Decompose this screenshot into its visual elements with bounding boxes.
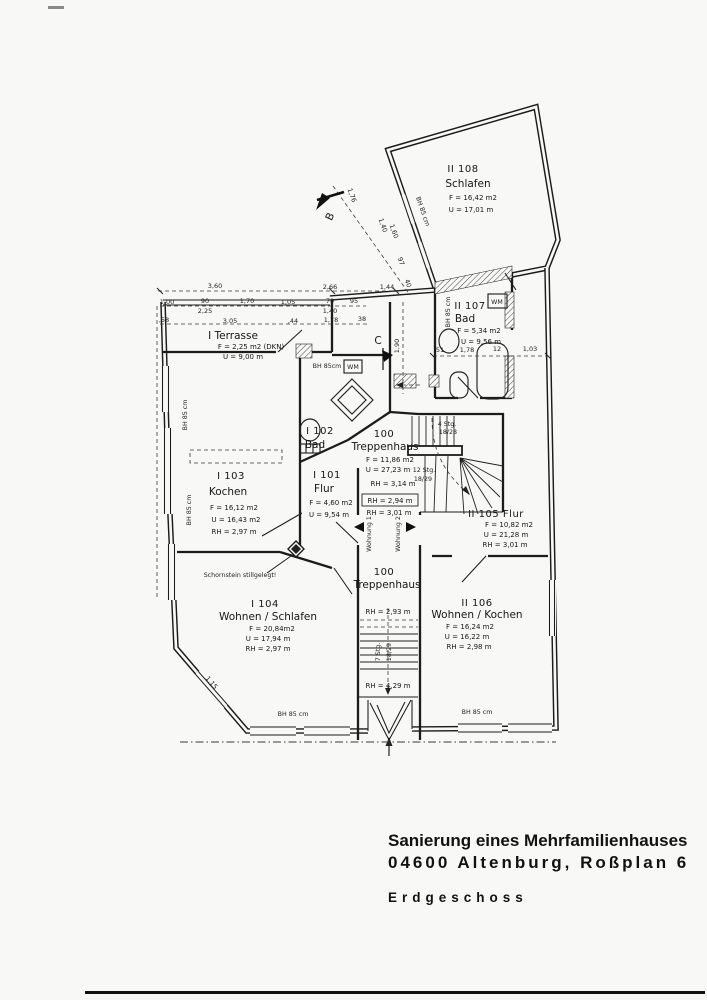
- terrasse-id: I Terrasse: [208, 330, 258, 342]
- room-101-area: F = 4,60 m2: [309, 499, 353, 507]
- room-107-id: II 107: [454, 301, 486, 312]
- room-102-id: I 102: [306, 426, 334, 437]
- dim-1-78: 1,78: [323, 316, 339, 324]
- dim-3-05: 3,05: [222, 317, 238, 325]
- sill-height-left-2: BH 85 cm: [186, 494, 193, 526]
- dim-3-60: 3,60: [207, 282, 223, 290]
- room-105-height: RH = 3,01 m: [482, 541, 528, 549]
- dim-58: ,58: [158, 316, 170, 324]
- room-103-area: F = 16,12 m2: [210, 504, 258, 512]
- sill-height-107: BH 85 cm: [445, 296, 452, 328]
- room-100-perimeter: U = 27,23 m: [365, 466, 411, 474]
- project-title: Sanierung eines Mehrfamilienhauses: [388, 831, 688, 850]
- sill-height-left-1: BH 85 cm: [182, 399, 189, 431]
- dim-1-15: 1,15: [203, 674, 220, 691]
- room-107-area: F = 5,34 m2: [457, 327, 501, 335]
- window-right-1: [547, 580, 556, 636]
- room-105-perimeter: U = 21,28 m: [483, 531, 529, 539]
- project-address: 04600 Altenburg, Roßplan 6: [388, 853, 690, 872]
- stair-4stg-rise: 18/28: [438, 429, 458, 436]
- window-bottom-4: [508, 722, 552, 734]
- dim-1-00: 1,00: [159, 298, 175, 306]
- window-left-1: [160, 366, 171, 412]
- room-100b-height2: RH = 4,29 m: [365, 682, 411, 690]
- stair-12stg-rise: 18/29: [413, 476, 433, 483]
- dim-97: 97: [395, 256, 407, 267]
- shower-102: [331, 379, 373, 421]
- dim-12: 12: [492, 345, 502, 353]
- sill-height-bottom-2: BH 85 cm: [461, 709, 493, 716]
- room-103-perimeter: U = 16,43 m2: [211, 516, 261, 524]
- wohnung1-label: Wohnung 1: [366, 516, 373, 552]
- room-103-height: RH = 2,97 m: [211, 528, 257, 536]
- dim-1-44: 1,44: [379, 283, 395, 291]
- stair-7stg-label: 7 Stg.: [375, 642, 382, 662]
- stair-12stg-label: 12 Stg.: [412, 467, 436, 474]
- window-bottom-2: [304, 725, 350, 737]
- room-100-id: 100: [373, 429, 395, 440]
- dim-44: ,44: [287, 317, 299, 325]
- dim-1-60: 1,60: [387, 223, 401, 240]
- stair-7stg-rise: 18/29: [386, 642, 393, 662]
- kitchen-counter: [190, 450, 282, 463]
- room-106-name: Wohnen / Kochen: [431, 609, 523, 621]
- room-108-id: II 108: [447, 164, 479, 175]
- terrasse-perimeter: U = 9,00 m: [222, 353, 264, 361]
- sill-height-bottom-1: BH 85 cm: [277, 711, 309, 718]
- room-100b-id: 100: [373, 567, 395, 578]
- window-wing-2: [418, 242, 431, 269]
- dim-90: 90: [200, 297, 210, 305]
- room-106-id: II 106: [461, 598, 493, 609]
- room-101-name: Flur: [314, 483, 334, 495]
- room-108-perimeter: U = 17,01 m: [448, 206, 494, 214]
- scan-artifact-mark: [48, 6, 64, 9]
- section-b-label: B: [323, 210, 338, 223]
- dim-95: 95: [349, 297, 359, 305]
- window-bottom-3: [458, 722, 502, 734]
- dim-40: 40: [402, 278, 414, 289]
- washing-machine-107-label: WM: [491, 299, 503, 306]
- dim-1-70: 1,70: [239, 297, 255, 305]
- wohnung2-label: Wohnung 2: [395, 516, 402, 552]
- window-bottom-1: [250, 725, 296, 737]
- page-bottom-rule: [85, 991, 705, 994]
- stair-walkline-arrow: [462, 486, 470, 495]
- room-102-name: Bad: [304, 439, 326, 451]
- room-104-name: Wohnen / Schlafen: [218, 611, 318, 623]
- room-107-name: Bad: [454, 313, 476, 325]
- room-100b-height1: RH = 2,93 m: [365, 608, 411, 616]
- dim-70: 70: [325, 297, 335, 305]
- entrance-door: [370, 700, 411, 756]
- room-100-area: F = 11,86 m2: [366, 456, 414, 464]
- room-108-area: F = 16,42 m2: [449, 194, 497, 202]
- sill-height-wing: BH 85 cm: [414, 195, 431, 228]
- dim-51: 51: [435, 346, 445, 354]
- wohnung2-arrow: [406, 522, 416, 532]
- dim-1-40: 1,40: [322, 307, 338, 315]
- section-marker-b: [316, 192, 344, 210]
- washing-machine-102-label: WM: [347, 364, 359, 371]
- room-101-id: I 101: [313, 470, 341, 481]
- chimney-note: Schornstein stillgelegt!: [203, 572, 277, 579]
- dim-38: 38: [357, 315, 367, 323]
- window-wing-1: [401, 194, 415, 224]
- room-103-name: Kochen: [208, 486, 248, 498]
- room-labels: [208, 164, 533, 690]
- room-100-height2: RH = 2,94 m: [367, 497, 413, 505]
- room-103-id: I 103: [217, 471, 245, 482]
- room-104-id: I 104: [251, 599, 279, 610]
- room-101-perimeter: U = 9,54 m: [308, 511, 350, 519]
- room-106-area: F = 16,24 m2: [446, 623, 494, 631]
- room-106-height: RH = 2,98 m: [446, 643, 492, 651]
- room-100b-name: Treppenhaus: [353, 579, 421, 591]
- title-block: [388, 830, 689, 905]
- room-108-name: Schlafen: [445, 178, 491, 190]
- room-105-area: F = 10,82 m2: [485, 521, 533, 529]
- room-104-area: F = 20,84m2: [249, 625, 295, 633]
- dim-1-90: 1,90: [393, 338, 401, 354]
- window-left-3: [166, 544, 177, 600]
- section-c-arrow: [382, 350, 393, 362]
- wohnung1-arrow: [354, 522, 364, 532]
- dim-1-03: 1,03: [522, 345, 538, 353]
- room-100-height1: RH = 3,14 m: [370, 480, 416, 488]
- dim-2-66: 2,66: [322, 283, 338, 291]
- outer-walls: [163, 107, 558, 731]
- room-100-height3: RH = 3,01 m: [366, 509, 412, 517]
- section-marker-c: [382, 348, 393, 370]
- room-104-height: RH = 2,97 m: [245, 645, 291, 653]
- sill-height-102: BH 85cm: [312, 363, 342, 370]
- section-c-label: C: [374, 335, 382, 347]
- dim-1-76: 1,76: [345, 187, 359, 204]
- apartment-arrows: [354, 522, 416, 532]
- room-100-name: Treppenhaus: [351, 441, 419, 453]
- floor-name: Erdgeschoss: [388, 890, 528, 905]
- entrance-arrow: [386, 737, 393, 746]
- room-106-perimeter: U = 16,22 m: [444, 633, 490, 641]
- stair-4stg-label: 4 Stg.: [437, 421, 457, 428]
- dim-2-25: 2,25: [197, 307, 213, 315]
- dim-1-40b: 1,40: [376, 217, 390, 234]
- dim-1-05: 1,05: [280, 298, 296, 306]
- room-107-perimeter: U = 9,56 m: [460, 338, 502, 346]
- terrasse-area: F = 2,25 m2 (DKN): [217, 343, 285, 351]
- room-105-id: II 105 Flur: [468, 509, 524, 520]
- window-left-2: [162, 428, 173, 514]
- room-104-perimeter: U = 17,94 m: [245, 635, 291, 643]
- dim-1-78b: 1,78: [459, 346, 475, 354]
